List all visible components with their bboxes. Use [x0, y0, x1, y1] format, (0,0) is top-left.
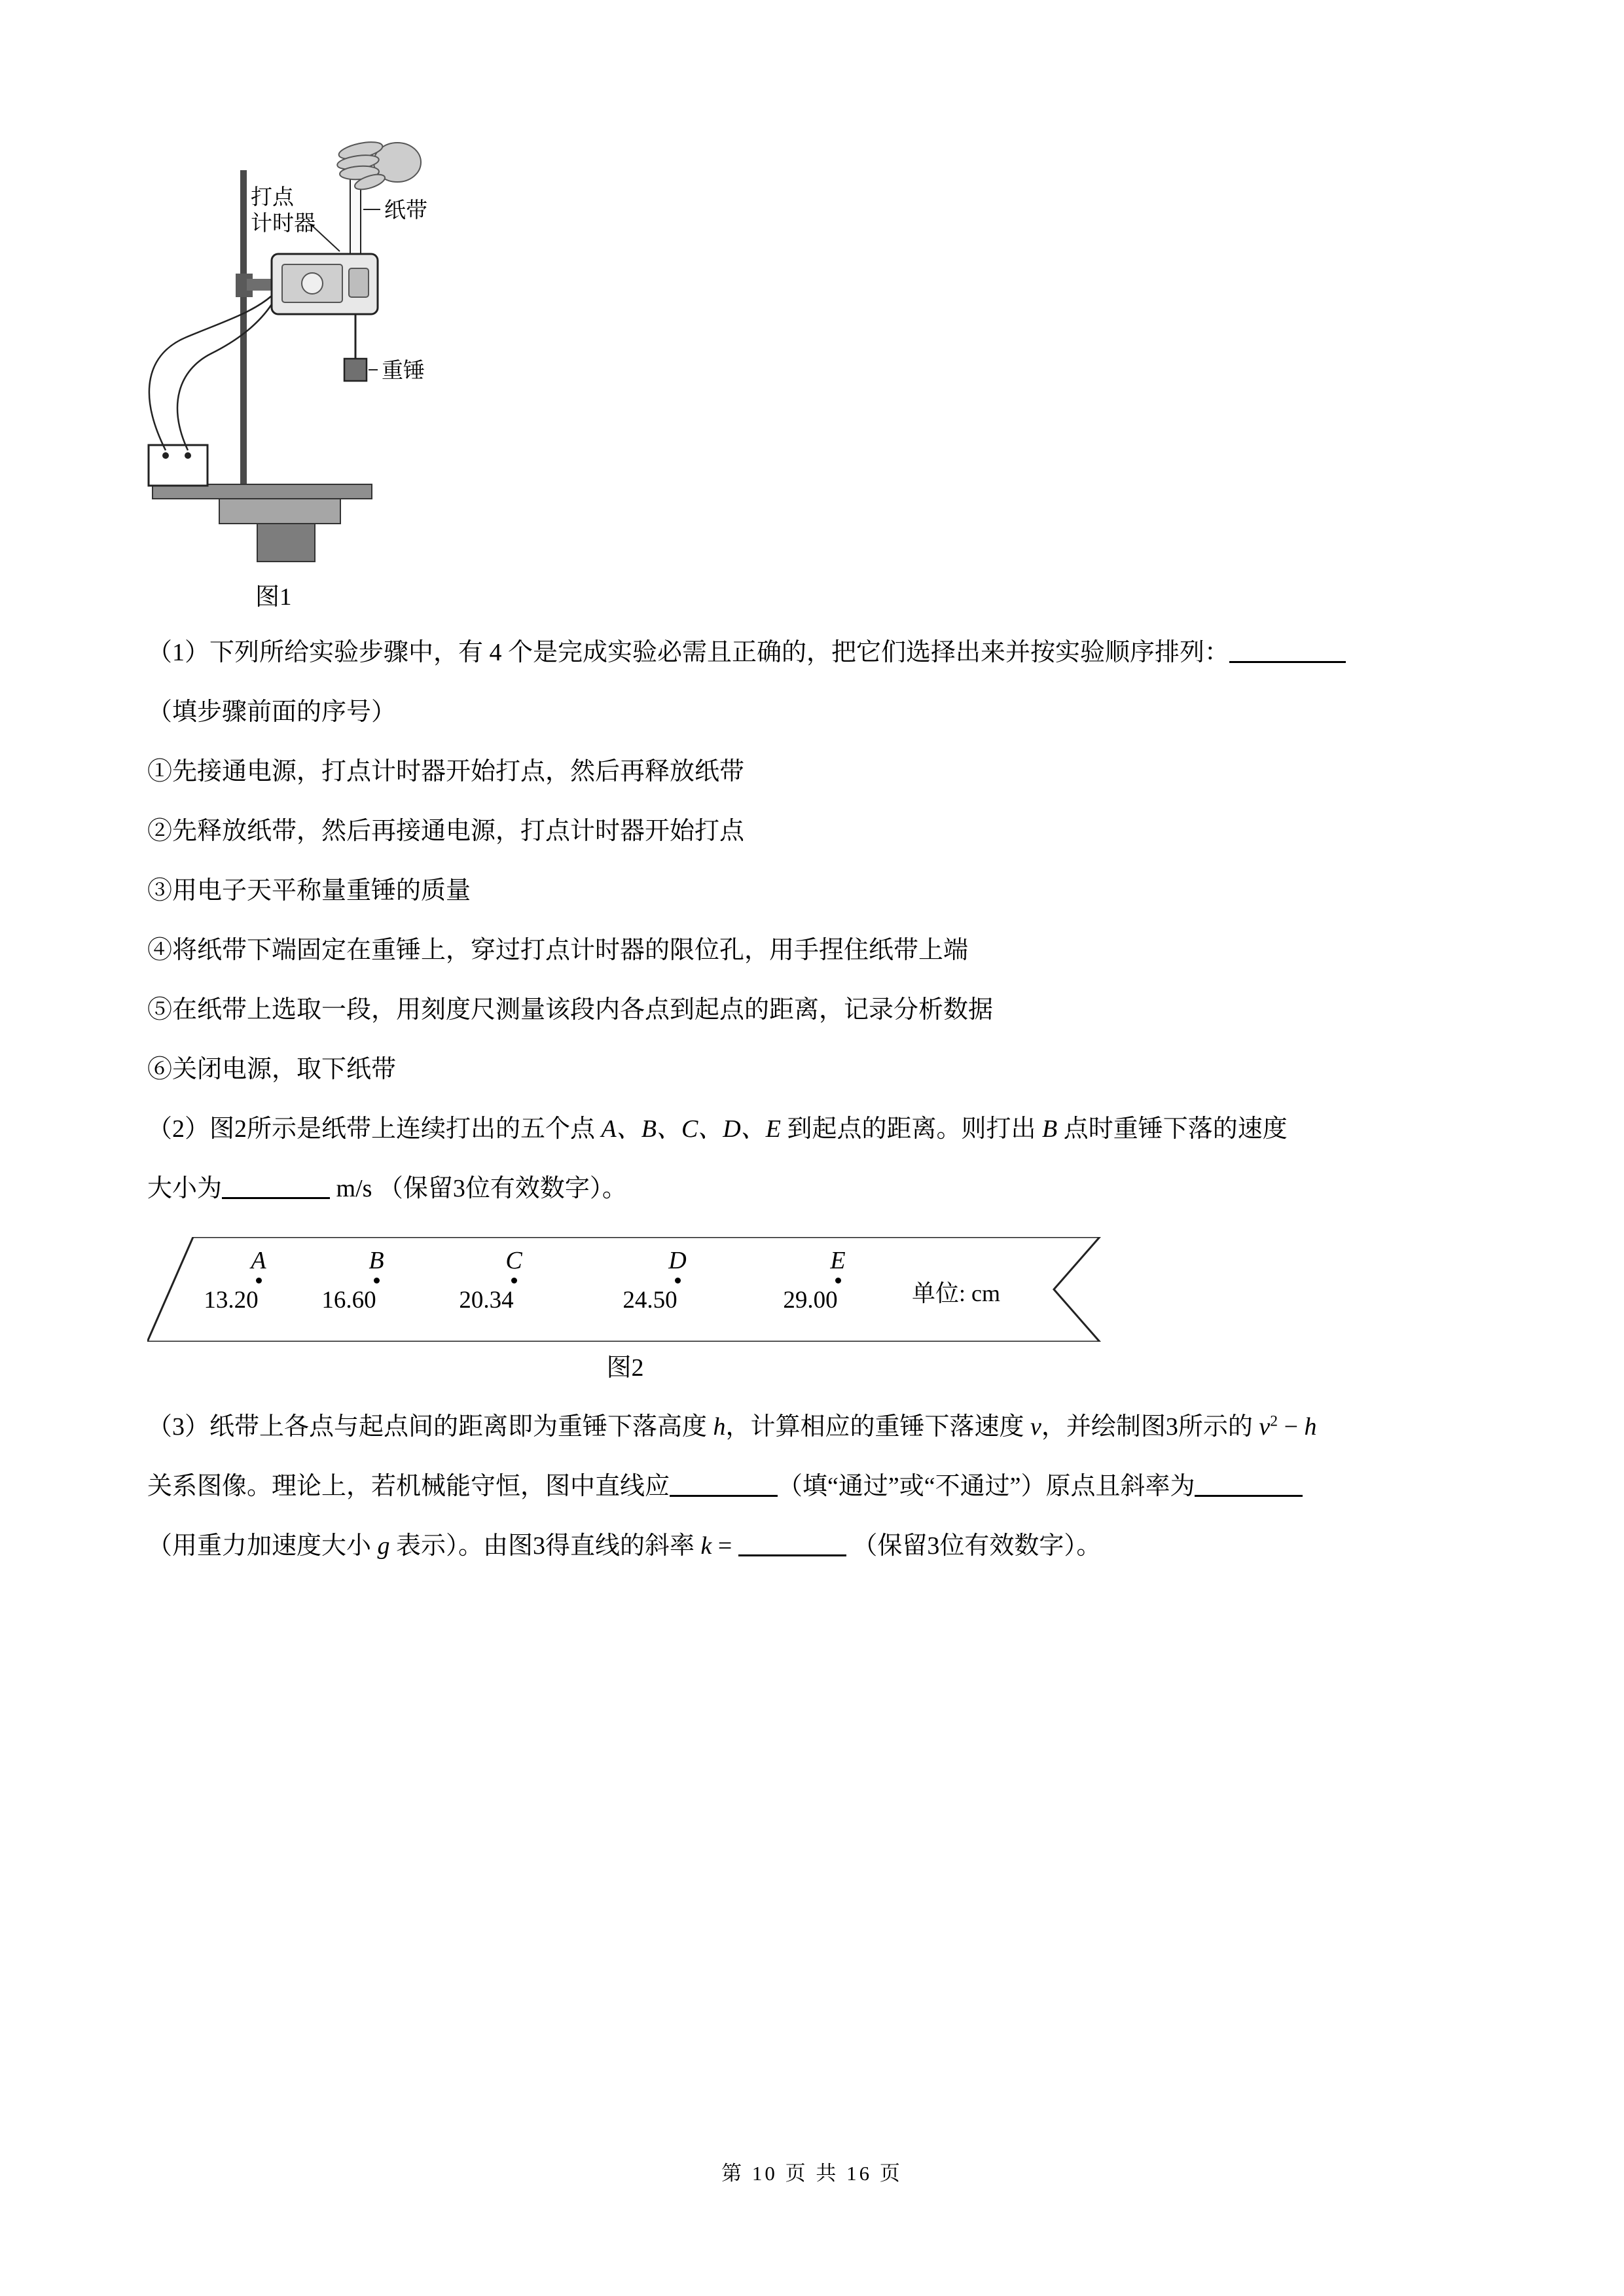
- q2-line2: [147, 1159, 1479, 1219]
- q1-intro-line: [147, 623, 1479, 683]
- q3-text-segment: （填“通过”或“不通过”）原点且斜率为: [778, 1473, 1195, 1500]
- q2-text-segment: （2）图2所示是纸带上连续打出的五个点: [147, 1115, 602, 1143]
- q3-line1: [147, 1397, 1479, 1457]
- q3-text-segment: 表示）。由图3得直线的斜率: [389, 1532, 701, 1560]
- q3-var-h: h: [713, 1413, 726, 1441]
- tape-point-dot: [835, 1278, 841, 1283]
- q3-text-segment: （3）纸带上各点与起点间的距离即为重锤下落高度: [147, 1413, 713, 1441]
- q3-var-v: v: [1030, 1413, 1041, 1441]
- q3-var-g: g: [377, 1532, 390, 1560]
- q2-text-segment: 点时重锤下落的速度: [1057, 1115, 1288, 1143]
- q3-equals: =: [712, 1532, 738, 1560]
- q1-step-6: ⑥关闭电源，取下纸带: [147, 1056, 397, 1083]
- timer-device: [272, 254, 378, 314]
- q3-var-h2: h: [1304, 1413, 1317, 1441]
- tape-point-value: 16.60: [321, 1287, 376, 1314]
- figure1-caption: 图1: [255, 584, 292, 611]
- tape-label: 纸带: [384, 199, 427, 223]
- q1-step-5: ⑤在纸带上选取一段，用刻度尺测量该段内各点到起点的距离，记录分析数据: [147, 996, 994, 1024]
- hand-illustration: [336, 139, 421, 192]
- question-body: [147, 623, 1479, 1576]
- tape-point-a: [204, 1245, 308, 1314]
- table: [153, 484, 372, 562]
- tape-unit-label: 单位: cm: [912, 1280, 1000, 1306]
- q2-point-letters: A、B、C、D、E: [601, 1115, 781, 1143]
- tape-point-label: C: [505, 1247, 522, 1274]
- tape-point-dot: [374, 1278, 380, 1283]
- answer-blank-q2: [222, 1174, 330, 1199]
- tape-point-e: [783, 1245, 887, 1314]
- timer-label-line1: 打点: [251, 186, 294, 209]
- answer-blank-q3-2: [1195, 1471, 1303, 1497]
- tape-point-label: E: [830, 1247, 846, 1274]
- q3-text-segment: （用重力加速度大小: [147, 1532, 378, 1560]
- tape-point-label: A: [251, 1247, 266, 1274]
- q3-var-v-squared: v: [1259, 1413, 1271, 1441]
- q1-step-4: ④将纸带下端固定在重锤上，穿过打点计时器的限位孔，用手捏住纸带上端: [147, 937, 969, 964]
- tape-point-value: 29.00: [783, 1287, 838, 1314]
- q3-line3: [147, 1516, 1479, 1576]
- tape-point-c: [459, 1245, 563, 1314]
- stand-rod: [240, 170, 247, 486]
- wires: [149, 296, 272, 450]
- q2-text-segment: （保留3位有效数字）。: [378, 1175, 627, 1202]
- q3-line2: [147, 1457, 1479, 1516]
- q3-var-k: k: [700, 1532, 712, 1560]
- tape-point-dot: [511, 1278, 517, 1283]
- weight-label: 重锤: [382, 359, 425, 383]
- tape-point-dot: [256, 1278, 262, 1283]
- figure2-tape: [147, 1237, 1103, 1342]
- q3-text-segment: ，并绘制图3所示的: [1041, 1413, 1259, 1441]
- answer-blank-q3-3: [738, 1531, 846, 1556]
- q2-line1: [147, 1100, 1479, 1159]
- q1-intro-text: （1）下列所给实验步骤中，有 4 个是完成实验必需且正确的，把它们选择出来并按实验顺序排列：: [147, 639, 1230, 666]
- tape-point-b: [321, 1245, 425, 1314]
- page-footer: 第 10 页 共 16 页: [721, 2162, 903, 2185]
- figure2: [147, 1237, 1479, 1383]
- timer-label-line2: 计时器: [251, 212, 316, 236]
- tape-point-value: 13.20: [204, 1287, 259, 1314]
- q2-point-b: B: [1041, 1115, 1058, 1143]
- q2-unit: m/s: [336, 1175, 372, 1202]
- tape-point-label: B: [369, 1247, 384, 1274]
- q3-text-segment: 关系图像。理论上，若机械能守恒，图中直线应: [147, 1473, 670, 1500]
- q3-text-segment: ，计算相应的重锤下落速度: [725, 1413, 1031, 1441]
- q1-step-2: ②先释放纸带，然后再接通电源，打点计时器开始打点: [147, 817, 745, 845]
- answer-blank-q3-1: [670, 1471, 778, 1497]
- q1-step-1: ①先接通电源，打点计时器开始打点，然后再释放纸带: [147, 758, 745, 785]
- answer-blank-q1: [1229, 637, 1346, 663]
- tape-point-d: [623, 1245, 727, 1314]
- q2-text-segment: 大小为: [147, 1175, 223, 1202]
- figure1-apparatus: [141, 105, 507, 622]
- q1-note: （填步骤前面的序号）: [147, 698, 397, 726]
- q3-text-segment: （保留3位有效数字）。: [852, 1532, 1102, 1560]
- q1-step-3: ③用电子天平称量重锤的质量: [147, 877, 471, 905]
- q2-text-segment: 到起点的距离。则打出: [780, 1115, 1042, 1143]
- tape-point-label: D: [668, 1247, 687, 1274]
- q3-minus-sign: −: [1278, 1413, 1305, 1441]
- weight-block: [344, 359, 367, 381]
- tape-point-value: 24.50: [623, 1287, 677, 1314]
- tape-point-value: 20.34: [459, 1287, 514, 1314]
- clamp: [236, 274, 274, 297]
- tape-point-dot: [675, 1278, 681, 1283]
- q3-exponent: 2: [1270, 1412, 1278, 1430]
- power-supply: [149, 445, 208, 486]
- figure2-caption: 图2: [606, 1354, 644, 1382]
